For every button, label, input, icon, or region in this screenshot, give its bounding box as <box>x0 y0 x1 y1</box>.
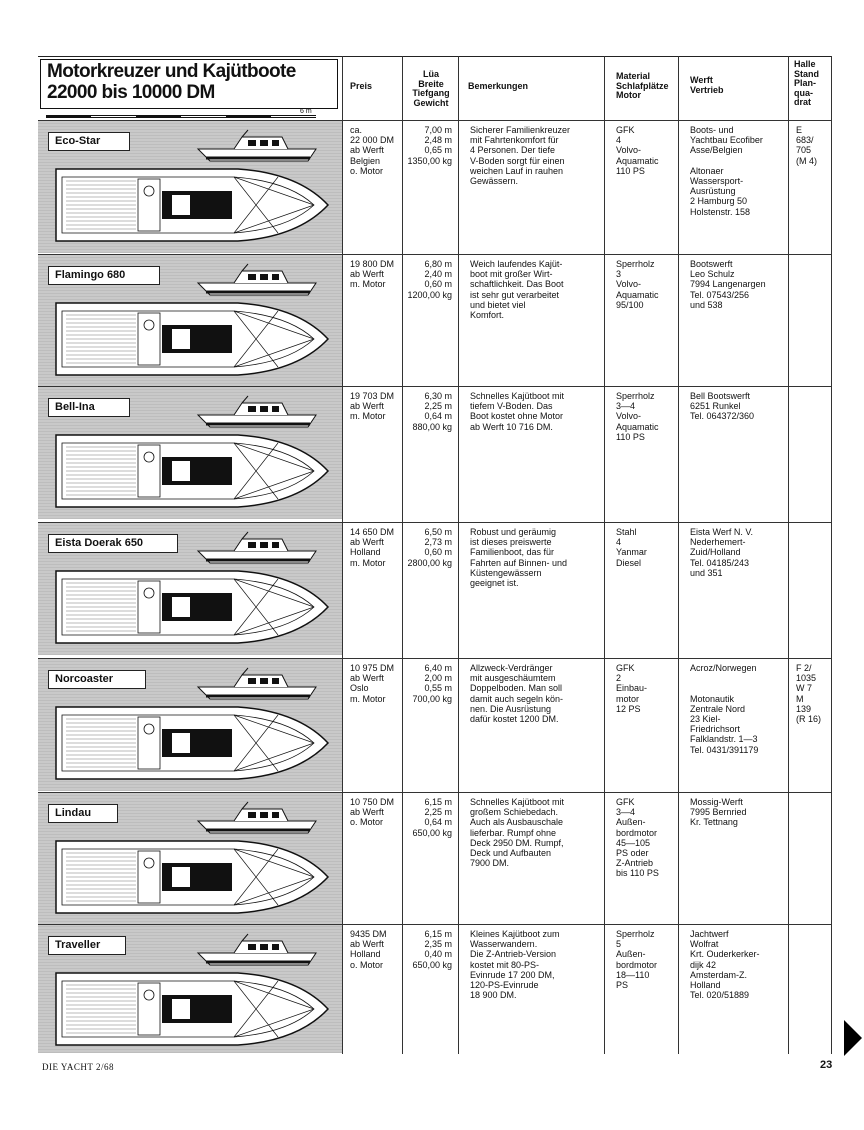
boat-name-label: Norcoaster <box>48 670 146 689</box>
boat-side-profile <box>198 130 316 161</box>
header-halle: Halle Stand Plan- qua- drat <box>794 59 820 107</box>
boat-side-profile <box>198 668 316 699</box>
page-title-line2: 22000 bis 10000 DM <box>47 82 215 103</box>
material-cell: GFK 4 Volvo- Aquamatic 110 PS <box>616 125 659 176</box>
remarks-cell: Kleines Kajütboot zum Wasserwandern. Die Z-Antrieb-Version kostet mit 80-PS- Evinrude 17 200 DM, 120-PS-Evinrude 18 900 DM. <box>470 929 560 1001</box>
shipyard-cell: Acroz/Norwegen Motonautik Zentrale Nord 23 Kiel- Friedrichsort Falklandstr. 1—3 Tel. 0431/391179 <box>690 663 759 755</box>
material-cell: Sperrholz 3—4 Volvo- Aquamatic 110 PS <box>616 391 659 442</box>
remarks-cell: Schnelles Kajütboot mit tiefem V-Boden. Das Boot kostet ohne Motor ab Werft 10 716 DM. <box>470 391 565 432</box>
title-box <box>40 59 338 109</box>
boat-name-label: Eista Doerak 650 <box>48 534 178 553</box>
hall-stand-cell: F 2/ 1035 W 7 M 139 (R 16) <box>796 663 822 725</box>
remarks-cell: Robust und geräumig ist dieses preiswerte Familienboot, das für Fahrten auf Binnen- und Küstengewässern geeignet ist. <box>470 527 568 589</box>
table-page <box>38 56 832 1054</box>
header-material: Material Schlafplätze Motor <box>616 71 669 100</box>
material-cell: GFK 3—4 Außen- bordmotor 45—105 PS oder Z-Antrieb bis 110 PS <box>616 797 659 879</box>
material-cell: Sperrholz 5 Außen- bordmotor 18—110 PS <box>616 929 658 991</box>
price-cell: 19 703 DM ab Werft m. Motor <box>350 391 395 422</box>
column-divider <box>831 56 832 1054</box>
boat-top-plan <box>56 973 328 1045</box>
scale-bar <box>46 112 316 120</box>
footer-magazine: DIE YACHT 2/68 <box>42 1062 114 1072</box>
boat-top-plan <box>56 571 328 643</box>
price-cell: 9435 DM ab Werft Holland o. Motor <box>350 929 387 970</box>
remarks-cell: Schnelles Kajütboot mit großem Schiebedach. Auch als Ausbauschale lieferbar. Rumpf ohne Deck 2950 DM. Rumpf, Deck und Aufbauten 7900 DM. <box>470 797 565 869</box>
shipyard-cell: Mossig-Werft 7995 Bernried Kr. Tettnang <box>690 797 747 828</box>
hall-stand-cell: E 683/ 705 (M 4) <box>796 125 817 166</box>
page-title-line1: Motorkreuzer und Kajütboote <box>47 61 296 82</box>
boat-name-label: Eco-Star <box>48 132 130 151</box>
boat-side-profile <box>198 264 316 295</box>
dimensions-cell: 7,00 m 2,48 m 0,65 m 1350,00 kg <box>407 125 452 166</box>
header-bemerkungen: Bemerkungen <box>468 81 529 91</box>
material-cell: Sperrholz 3 Volvo- Aquamatic 95/100 <box>616 259 659 310</box>
shipyard-cell: Boots- und Yachtbau Ecofiber Asse/Belgien Altonaer Wassersport- Ausrüstung 2 Hamburg 50 Holstenstr. 158 <box>690 125 763 217</box>
table-top-border <box>38 56 832 57</box>
header-preis: Preis <box>350 81 373 91</box>
price-cell: 19 800 DM ab Werft m. Motor <box>350 259 395 290</box>
header-dimensions: Lüa Breite Tiefgang Gewicht <box>412 69 450 108</box>
boat-side-profile <box>198 934 316 965</box>
header-werft: Werft Vertrieb <box>690 75 724 95</box>
boat-top-plan <box>56 169 328 241</box>
column-divider <box>342 56 343 1054</box>
boat-name-label: Traveller <box>48 936 126 955</box>
remarks-cell: Weich laufendes Kajüt- boot mit großer Wirt- schaftlichkeit. Das Boot ist sehr gut verarbeitet und bietet viel Komfort. <box>470 259 564 321</box>
remarks-cell: Sicherer Familienkreuzer mit Fahrtenkomfort für 4 Personen. Der tiefe V-Boden sorgt für einen weichen Lauf in rauhen Gewässern. <box>470 125 571 187</box>
boat-name-label: Bell-Ina <box>48 398 130 417</box>
dimensions-cell: 6,40 m 2,00 m 0,55 m 700,00 kg <box>412 663 452 704</box>
column-divider <box>604 56 605 1054</box>
boat-side-profile <box>198 802 316 833</box>
dimensions-cell: 6,15 m 2,35 m 0,40 m 650,00 kg <box>412 929 452 970</box>
boat-name-label: Flamingo 680 <box>48 266 160 285</box>
dimensions-cell: 6,15 m 2,25 m 0,64 m 650,00 kg <box>412 797 452 838</box>
column-divider <box>458 56 459 1054</box>
price-cell: ca. 22 000 DM ab Werft Belgien o. Motor <box>350 125 395 176</box>
footer-page-number: 23 <box>820 1059 833 1071</box>
dimensions-cell: 6,50 m 2,73 m 0,60 m 2800,00 kg <box>407 527 452 568</box>
dimensions-cell: 6,80 m 2,40 m 0,60 m 1200,00 kg <box>407 259 452 300</box>
boat-top-plan <box>56 707 328 779</box>
shipyard-cell: Bootswerft Leo Schulz 7994 Langenargen Tel. 07543/256 und 538 <box>690 259 766 310</box>
boat-top-plan <box>56 303 328 375</box>
dimensions-cell: 6,30 m 2,25 m 0,64 m 880,00 kg <box>412 391 452 432</box>
shipyard-cell: Jachtwerf Wolfrat Krt. Ouderkerker- dijk 42 Amsterdam-Z. Holland Tel. 020/51889 <box>690 929 760 1001</box>
remarks-cell: Allzweck-Verdränger mit ausgeschäumtem Doppelboden. Man soll damit auch segeln kön- nen. Die Ausrüstung dafür kostet 1200 DM. <box>470 663 564 725</box>
price-cell: 10 975 DM ab Werft Oslo m. Motor <box>350 663 395 704</box>
boat-side-profile <box>198 396 316 427</box>
boat-side-profile <box>198 532 316 563</box>
boat-name-label: Lindau <box>48 804 118 823</box>
shipyard-cell: Eista Werf N. V. Nederhemert- Zuid/Holland Tel. 04185/243 und 351 <box>690 527 754 578</box>
scale-label: 6 m <box>300 108 312 115</box>
material-cell: Stahl 4 Yanmar Diesel <box>616 527 647 568</box>
next-page-arrow-icon <box>844 1020 862 1056</box>
price-cell: 10 750 DM ab Werft o. Motor <box>350 797 395 828</box>
boat-top-plan <box>56 435 328 507</box>
boat-top-plan <box>56 841 328 913</box>
material-cell: GFK 2 Einbau- motor 12 PS <box>616 663 648 714</box>
price-cell: 14 650 DM ab Werft Holland m. Motor <box>350 527 395 568</box>
shipyard-cell: Bell Bootswerft 6251 Runkel Tel. 064372/360 <box>690 391 755 422</box>
